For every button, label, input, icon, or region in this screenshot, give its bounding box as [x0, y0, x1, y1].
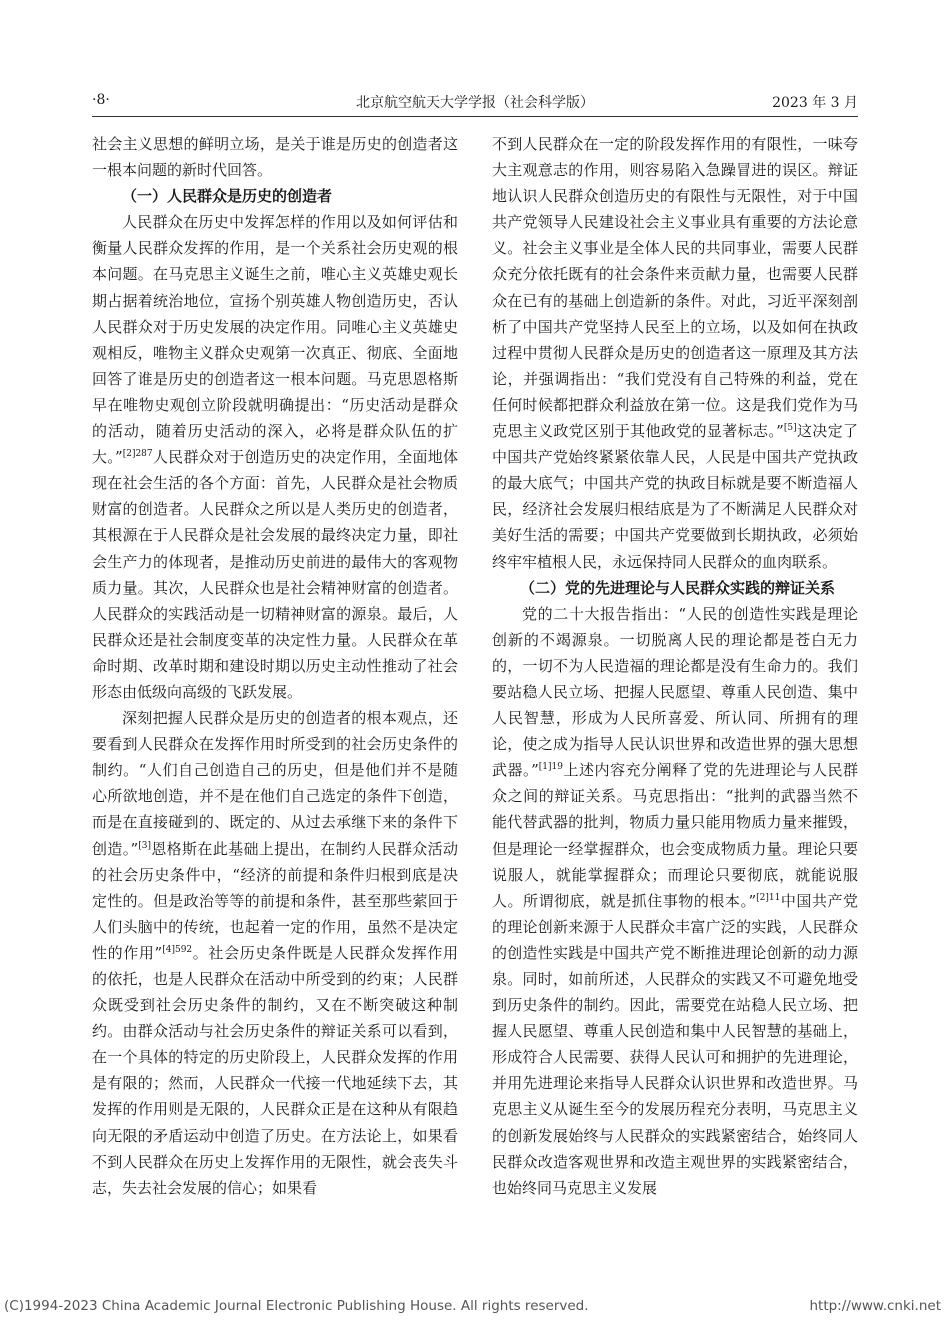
copyright-footer [4, 1298, 946, 1314]
citation-ref[interactable]: [5] [783, 423, 797, 434]
left-column [92, 131, 458, 1201]
citation-ref[interactable]: [4]592 [162, 944, 193, 955]
citation-ref[interactable]: [3] [138, 840, 151, 851]
cnki-link[interactable]: http://www.cnki.net [809, 1298, 941, 1314]
copyright-text: (C)1994-2023 China Academic Journal Electronic Publishing House. All rights reserved. [4, 1298, 589, 1314]
paragraph: 不到人民群众在一定的阶段发挥作用的有限性，一味夸大主观意志的作用，则容易陷入急躁冒进的误区。辩证地认识人民群众创造历史的有限性与无限性，对于中国共产党领导人民建设社会主义事业具有重要的方法论意义。社会主义事业是全体人民的共同事业，需要人民群众充分依托既有的社会条件来贡献力量，也需要人民群众在已有的基础上创造新的条件。对此，习近平深刻剖析了中国共产党坚持人民至上的立场，以及如何在执政过程中贯彻人民群众是历史的创造者这一原理及其方法论，并强调指出：“我们党没有自己特殊的利益，党在任何时候都把群众利益放在第一位。这是我们党作为马克思主义政党区别于其他政党的显著标志。”[5]这决定了中国共产党始终紧紧依靠人民，人民是中国共产党执政的最大底气；中国共产党的执政目标就是要不断造福人民，经济社会发展归根结底是为了不断满足人民群众对美好生活的需要；中国共产党要做到长期执政，必须始终牢牢植根人民，永远保持同人民群众的血肉联系。 [492, 135, 858, 571]
section-heading: （一）人民群众是历史的创造者 [122, 187, 333, 206]
citation-ref[interactable]: [2]287 [122, 449, 153, 460]
running-header [92, 86, 858, 117]
journal-title: 北京航空航天大学学报（社会科学版） [356, 95, 594, 111]
issue-date: 2023 年 3 月 [772, 95, 858, 111]
section-heading: （二）党的先进理论与人民群众实践的辩证关系 [520, 578, 836, 597]
page-number: ·8· [92, 92, 110, 108]
citation-ref[interactable]: [2]11 [756, 892, 781, 903]
paragraph: 人民群众在历史中发挥怎样的作用以及如何评估和衡量人民群众发挥的作用，是一个关系社会历史观的根本问题。在马克思主义诞生之前，唯心主义英雄史观长期占据着统治地位，宣扬个别英雄人物创造历史，否认人民群众对于历史发展的决定作用。同唯心主义英雄史观相反，唯物主义群众史观第一次真正、彻底、全面地回答了谁是历史的创造者这一根本问题。马克思恩格斯早在唯物史观创立阶段就明确提出：“历史活动是群众的活动，随着历史活动的深入，必将是群众队伍的扩大。”$^{[2]287}$人民群众对于创造历史的决定作用，全面地体现在社会生活的各个方面：首先，人民群众是社会物质财富的创造者。人民群众之所以是人类历史的创造者，其根源在于人民群众是社会发展的最终决定力量，即社会生产力的体现者，是推动历史前进的最伟大的客观物质力量。其次，人民群众也是社会精神财富的创造者。人民群众的实践活动是一切精神财富的源泉。最后，人民群众还是社会制度变革的决定性力量。人民群众在革命时期、改革时期和建设时期以历史主动性推动了社会形态由低级向高级的飞跃发展。 [92, 213, 458, 701]
paragraph: 党的二十大报告指出：“人民的创造性实践是理论创新的不竭源泉。一切脱离人民的理论都是苍白无力的，一切不为人民造福的理论都是没有生命力的。我们要站稳人民立场、把握人民愿望、尊重人民创造、集中人民智慧，形成为人民所喜爱、所认同、所拥有的理论，使之成为指导人民认识世界和改造世界的强大思想武器。”$^{[1]19}$上述内容充分阐释了党的先进理论与人民群众之间的辩证关系。马克思指出：“批判的武器当然不能代替武器的批判，物质力量只能用物质力量来摧毁，但是理论一经掌握群众，也会变成物质力量。理论只要说服人，就能掌握群众；而理论只要彻底，就能说服人。所谓彻底，就是抓住事物的根本。”$^{[2]11}$中国共产党的理论创新来源于人民群众丰富广泛的实践，人民群众的创造性实践是中国共产党不断推进理论创新的动力源泉。同时，如前所述，人民群众的实践又不可避免地受到历史条件的制约。因此，需要党在站稳人民立场、把握人民愿望、尊重人民创造和集中人民智慧的基础上，形成符合人民需要、获得人民认可和拥护的先进理论，并用先进理论来指导人民群众认识世界和改造世界。马克思主义从诞生至今的发展历程充分表明，马克思主义的创新发展始终与人民群众的实践紧密结合，始终同人民群众改造客观世界和改造主观世界的实践紧密结合，也始终同马克思主义发展 [492, 604, 858, 1197]
paragraph: 深刻把握人民群众是历史的创造者的根本观点，还要看到人民群众在发挥作用时所受到的社会历史条件的制约。“人们自己创造自己的历史，但是他们并不是随心所欲地创造，并不是在他们自己选定的条件下创造，而是在直接碰到的、既定的、从过去承继下来的条件下创造。”[3]恩格斯在此基础上提出，在制约人民群众活动的社会历史条件中，“经济的前提和条件归根到底是决定性的。但是政治等等的前提和条件，甚至那些萦回于人们头脑中的传统，也起着一定的作用，虽然不是决定性的作用”$^{[4]592}$。社会历史条件既是人民群众发挥作用的依托，也是人民群众在活动中所受到的约束；人民群众既受到社会历史条件的制约，又在不断突破这种制约。由群众活动与社会历史条件的辩证关系可以看到，在一个具体的特定的历史阶段上，人民群众发挥的作用是有限的；然而，人民群众一代接一代地延续下去，其发挥的作用则是无限的，人民群众正是在这种从有限趋向无限的矛盾运动中创造了历史。在方法论上，如果看不到人民群众在历史上发挥作用的无限性，就会丧失斗志，失去社会发展的信心；如果看 [92, 709, 458, 1197]
right-column [492, 131, 858, 1201]
paragraph: 社会主义思想的鲜明立场，是关于谁是历史的创造者这一根本问题的新时代回答。 [92, 135, 458, 180]
citation-ref[interactable]: [1]19 [538, 762, 563, 773]
